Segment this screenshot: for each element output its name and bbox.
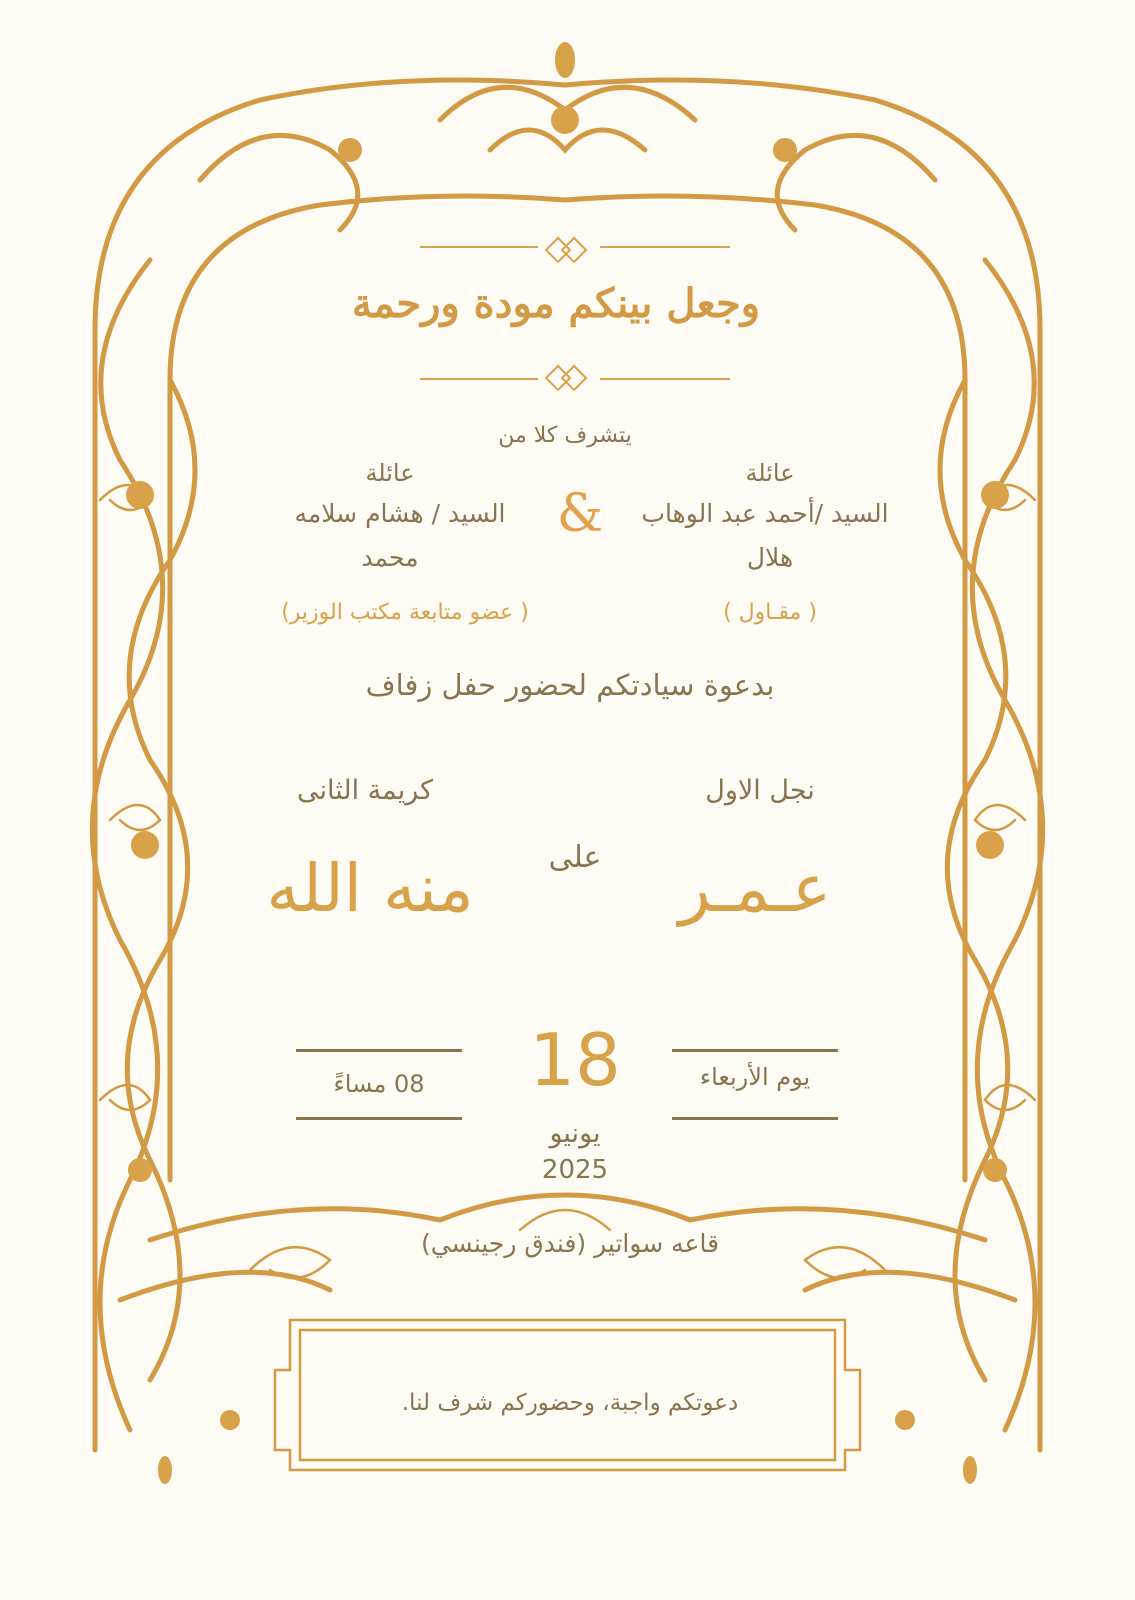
left-family-name-line2: محمد bbox=[361, 543, 419, 572]
lower-divider-left bbox=[420, 378, 538, 380]
venue: قاعه سواتير (فندق رجينسي) bbox=[420, 1229, 720, 1258]
intro-line: يتشرف كلا من bbox=[498, 423, 632, 448]
groom-name: عـمـر bbox=[678, 850, 832, 927]
weekday-rule-bottom bbox=[672, 1117, 838, 1120]
top-divider-left bbox=[420, 246, 538, 248]
bride-name: منه الله bbox=[266, 850, 474, 927]
time-rule-bottom bbox=[296, 1117, 462, 1120]
weekday-rule-top bbox=[672, 1049, 838, 1052]
right-family-name: السيد /أحمد عبد الوهاب bbox=[641, 499, 889, 528]
weekday: يوم الأربعاء bbox=[699, 1063, 811, 1091]
calligraphy-verse: وجعل بينكم مودة ورحمة bbox=[351, 280, 760, 327]
year: 2025 bbox=[541, 1155, 609, 1185]
time-rule-top bbox=[296, 1049, 462, 1052]
invitation-line: بدعوة سيادتكم لحضور حفل زفاف bbox=[365, 668, 775, 702]
top-divider-right bbox=[600, 246, 730, 248]
right-family-name-line2: هلال bbox=[746, 543, 794, 572]
time: 08 مساءً bbox=[333, 1070, 425, 1098]
day-number: 18 bbox=[529, 1018, 621, 1102]
right-family-label: عائلة bbox=[745, 459, 795, 487]
left-family-label: عائلة bbox=[365, 459, 415, 487]
groom-relation: نجل الاول bbox=[705, 775, 815, 806]
connector-word: على bbox=[548, 840, 602, 875]
month: يونيو bbox=[549, 1118, 601, 1149]
left-family-name: السيد / هشام سلامه bbox=[294, 499, 506, 528]
bride-relation: كريمة الثانى bbox=[296, 775, 434, 806]
right-family-title: ( مقـاول ) bbox=[723, 600, 817, 625]
lower-divider-right bbox=[600, 378, 730, 380]
ampersand: & bbox=[556, 484, 604, 544]
left-family-title: ( عضو متابعة مكتب الوزير) bbox=[281, 600, 529, 625]
footer-note: دعوتكم واجبة، وحضوركم شرف لنا. bbox=[401, 1390, 739, 1416]
